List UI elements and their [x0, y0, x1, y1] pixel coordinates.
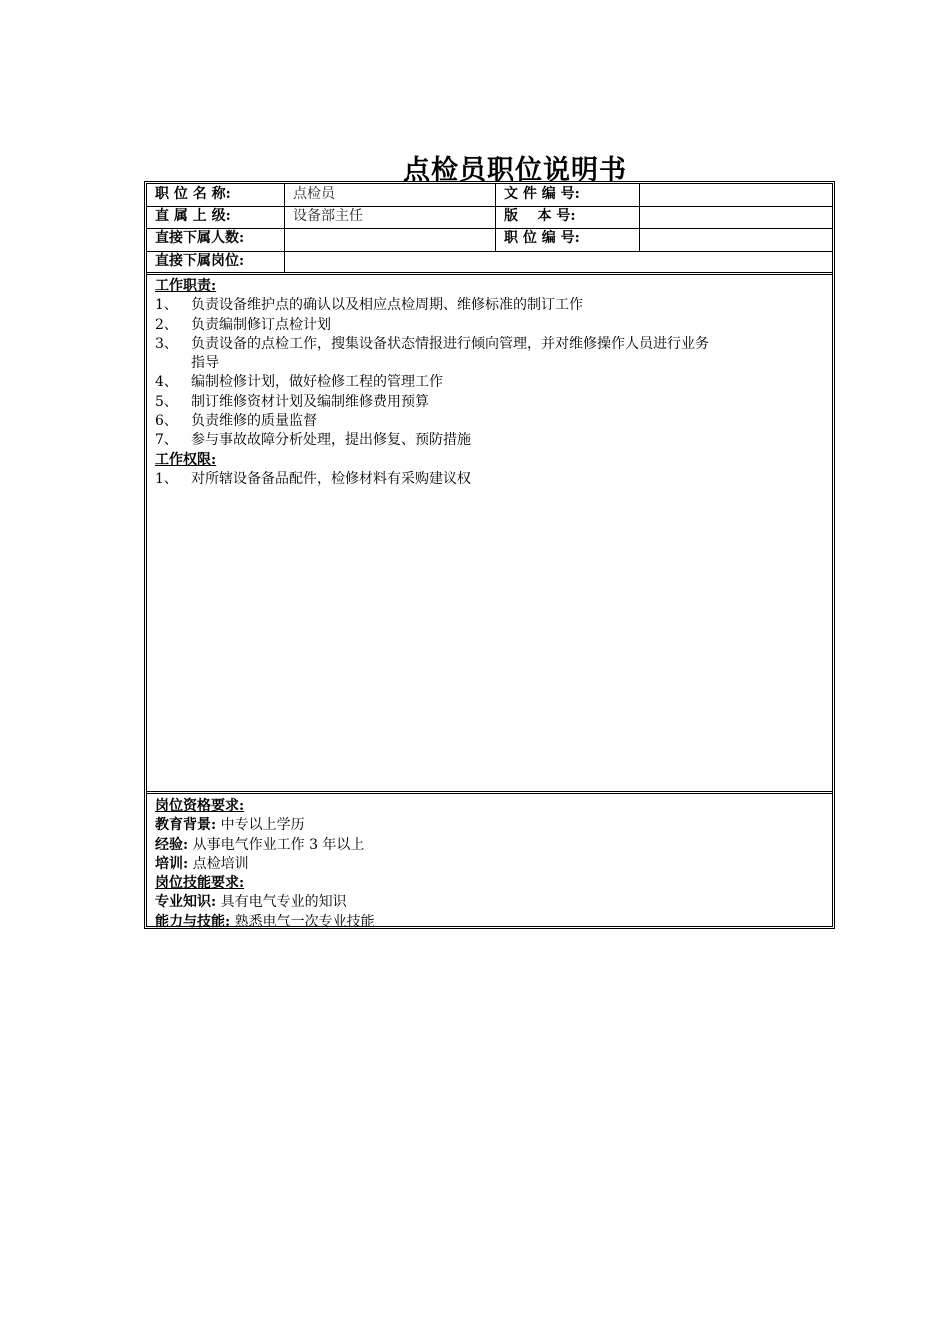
document-number-label: 文 件 编 号: — [495, 184, 639, 206]
subordinate-count-value — [284, 228, 495, 251]
experience-row: 经验: 从事电气作业工作 3 年以上 — [155, 836, 365, 853]
list-item: 2、 负责编制修订点检计划 — [155, 316, 331, 333]
list-item: 4、 编制检修计划，做好检修工程的管理工作 — [155, 374, 443, 391]
position-number-value — [639, 228, 832, 251]
version-value — [639, 206, 832, 228]
position-name-label: 职 位 名 称: — [155, 186, 231, 202]
list-item: 1、 负责设备维护点的确认以及相应点检周期、维修标准的制订工作 — [155, 297, 583, 314]
authority-heading: 工作权限: — [155, 451, 217, 468]
ability-row: 能力与技能: 熟悉电气一次专业技能 — [155, 913, 375, 930]
position-name-value: 点检员 — [284, 184, 495, 206]
supervisor-value: 设备部主任 — [284, 206, 495, 228]
document-title: 点检员职位说明书 — [403, 155, 627, 186]
knowledge-row: 专业知识: 具有电气专业的知识 — [155, 894, 347, 911]
header-row — [147, 251, 832, 275]
subordinate-positions-value — [284, 251, 832, 272]
job-description-table — [144, 181, 835, 929]
header-row — [147, 206, 832, 229]
list-item: 1、 对所辖设备备品配件，检修材料有采购建议权 — [155, 470, 471, 487]
subordinate-positions-label: 直接下属岗位: — [155, 253, 245, 269]
qualification-section — [147, 794, 832, 930]
education-row: 教育背景: 中专以上学历 — [155, 817, 305, 834]
header-row — [147, 184, 832, 207]
list-item: 6、 负责维修的质量监督 — [155, 413, 317, 430]
header-row — [147, 228, 832, 252]
duties-heading: 工作职责: — [155, 278, 217, 294]
list-item: 5、 制订维修资材计划及编制维修费用预算 — [155, 393, 429, 410]
training-row: 培训: 点检培训 — [155, 855, 249, 872]
skills-heading: 岗位技能要求: — [155, 875, 245, 892]
qualification-heading: 岗位资格要求: — [155, 798, 245, 814]
version-label: 版 本 号: — [495, 206, 639, 228]
position-number-label: 职 位 编 号: — [495, 228, 639, 251]
subordinate-count-label: 直接下属人数: — [155, 230, 245, 246]
supervisor-label: 直 属 上 级: — [155, 208, 231, 224]
document-number-value — [639, 184, 832, 206]
list-item: 3、 负责设备的点检工作，搜集设备状态情报进行倾向管理，并对维修操作人员进行业务 — [155, 335, 709, 352]
list-item: 7、 参与事故故障分析处理，提出修复、预防措施 — [155, 432, 471, 449]
duties-section — [147, 275, 832, 794]
list-item-continuation: 指导 — [191, 355, 219, 372]
